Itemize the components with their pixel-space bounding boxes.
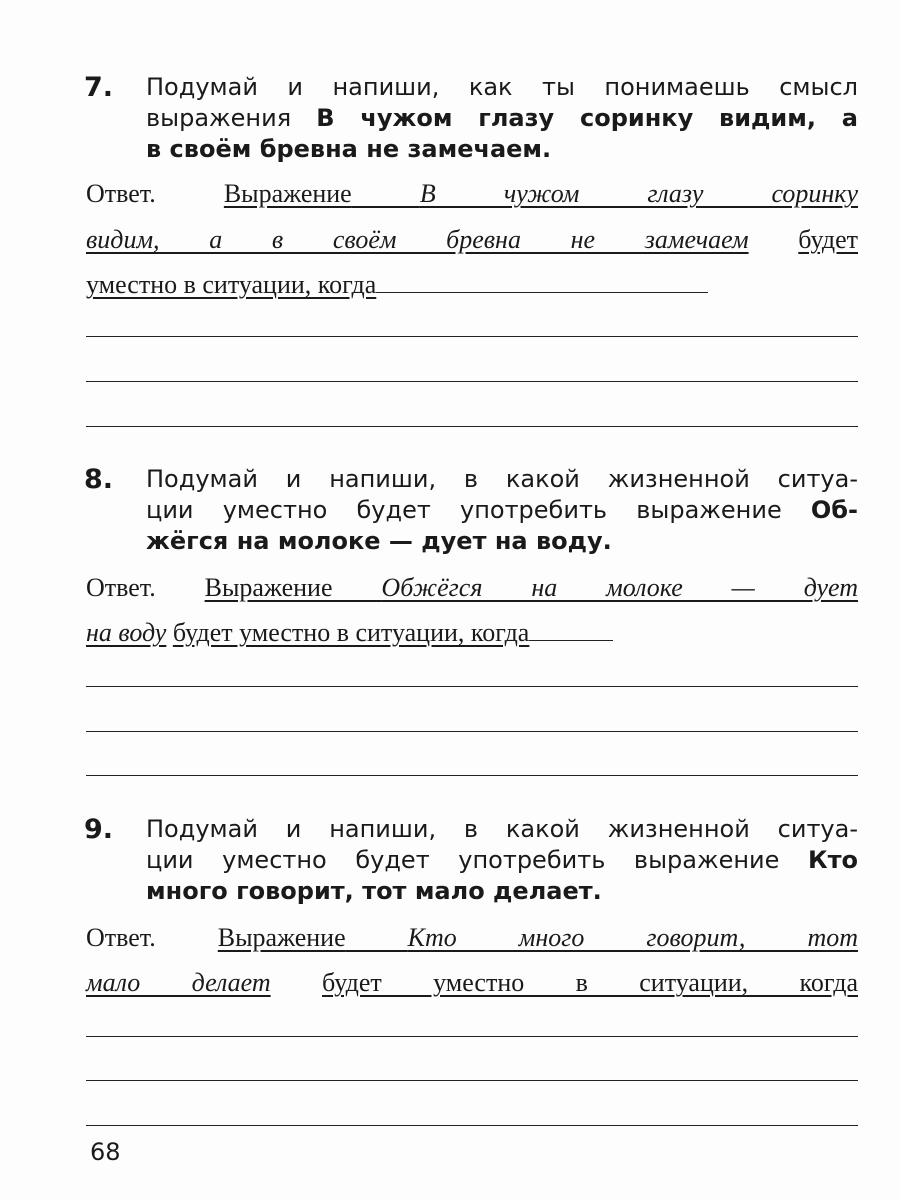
question-line: Подумай и напиши, в какой жизненной ситуа- bbox=[146, 815, 858, 843]
answer-line bbox=[86, 178, 858, 210]
answer-line bbox=[86, 224, 858, 256]
answer-write-line[interactable] bbox=[86, 1125, 858, 1126]
answer-write-line[interactable] bbox=[86, 686, 858, 687]
answer-line bbox=[86, 572, 858, 604]
question-line: Подумай и напиши, в какой жизненной ситуа- bbox=[146, 465, 858, 493]
answer-word: Выражение bbox=[223, 179, 352, 208]
answer-expression: В чужом глазу соринку bbox=[419, 179, 858, 208]
question-line bbox=[146, 526, 858, 556]
answer-label: Ответ. bbox=[86, 923, 156, 952]
expression-bold: жёгся на молоке — дует на воду. bbox=[146, 527, 612, 555]
answer-expression: Обжёгся на молоке — дует bbox=[381, 573, 859, 602]
answer-fill-line[interactable] bbox=[529, 640, 613, 641]
question-line bbox=[146, 876, 858, 906]
answer-write-line[interactable] bbox=[86, 1036, 858, 1037]
answer-word: Выражение bbox=[204, 573, 333, 602]
answer-text: уместно в ситуации, когда bbox=[86, 270, 377, 299]
expression-bold: в своём бревна не замечаем. bbox=[146, 135, 552, 163]
answer-text: будет bbox=[798, 225, 859, 254]
question-line bbox=[146, 134, 858, 164]
page-number: 68 bbox=[90, 1138, 121, 1166]
task-number: 7. bbox=[84, 72, 114, 103]
answer-expression: Кто много говорит, тот bbox=[407, 923, 858, 952]
answer-text: будет уместно в ситуации, когда bbox=[172, 618, 530, 647]
question-text: ции уместно будет употребить выражение bbox=[146, 846, 808, 874]
task-number: 8. bbox=[84, 464, 114, 495]
question-line bbox=[146, 103, 858, 133]
answer-write-line[interactable] bbox=[86, 731, 858, 732]
answer-write-line[interactable] bbox=[86, 426, 858, 427]
answer-label: Ответ. bbox=[86, 573, 156, 602]
answer-line bbox=[86, 617, 858, 649]
answer-word: Выражение bbox=[217, 923, 346, 952]
answer-line bbox=[86, 269, 858, 301]
answer-write-line[interactable] bbox=[86, 381, 858, 382]
answer-line bbox=[86, 922, 858, 954]
answer-write-line[interactable] bbox=[86, 1080, 858, 1081]
answer-fill-line[interactable] bbox=[376, 292, 708, 293]
task-number: 9. bbox=[84, 814, 114, 845]
expression-bold: В чужом глазу соринку видим, а bbox=[316, 104, 858, 132]
answer-label: Ответ. bbox=[86, 179, 156, 208]
answer-expression: мало делает bbox=[86, 968, 271, 997]
question-line bbox=[146, 495, 858, 525]
question-line bbox=[146, 845, 858, 875]
answer-expression: на воду bbox=[86, 618, 167, 647]
answer-text: будет уместно в ситуации, когда bbox=[322, 968, 859, 997]
expression-bold: Об- bbox=[810, 496, 858, 524]
question-text: ции уместно будет употребить выражение bbox=[146, 496, 811, 524]
question-line: Подумай и напиши, как ты понимаешь смысл bbox=[146, 73, 858, 101]
question-text: выражения bbox=[146, 104, 317, 132]
answer-expression: видим, а в своём бревна не замечаем bbox=[86, 225, 749, 254]
expression-bold: Кто bbox=[807, 846, 858, 874]
answer-write-line[interactable] bbox=[86, 775, 858, 776]
answer-write-line[interactable] bbox=[86, 336, 858, 337]
answer-line bbox=[86, 967, 858, 999]
expression-bold: много говорит, тот мало делает. bbox=[146, 877, 602, 905]
